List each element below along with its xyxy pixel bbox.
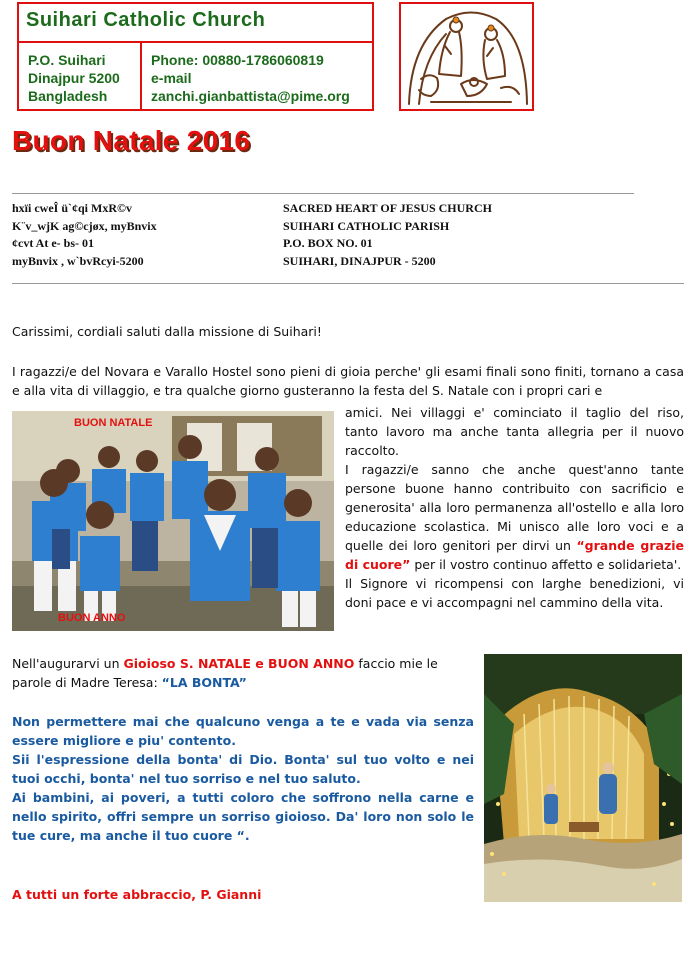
photo-caption-top: BUON NATALE — [74, 417, 153, 429]
letterhead-line: ¢cvt At e- bs- 01 — [12, 236, 94, 250]
letterhead-line: K¨v_wjK ag©cjøx, myBnvix — [12, 218, 157, 233]
letterhead-rule-bottom — [12, 283, 684, 284]
greeting: Carissimi, cordiali saluti dalla missione di Suihari! — [12, 324, 322, 339]
quote-line: Sii l'espressione della bonta' di Dio. Bonta' sul tuo volto e nei tuoi occhi, bonta' nel tuo sorriso e nel tuo saluto. — [12, 752, 474, 786]
address-line: Dinajpur 5200 — [28, 70, 120, 86]
wish-highlight: Gioioso S. NATALE e BUON ANNO — [123, 656, 355, 671]
letterhead-line: myBnvix , w`bvRcyi-5200 — [12, 253, 144, 268]
address-line: P.O. Suihari — [28, 52, 106, 68]
email-address[interactable]: zanchi.gianbattista@pime.org — [151, 88, 350, 104]
letterhead-line: SUIHARI CATHOLIC PARISH — [283, 218, 450, 233]
email-label: e-mail — [151, 70, 192, 86]
header-divider — [17, 41, 374, 43]
signoff: A tutti un forte abbraccio, P. Gianni — [12, 887, 262, 902]
letterhead-line: hxïi cweÎ ü`¢qi MxR©v — [12, 201, 132, 215]
header-column-divider — [140, 41, 142, 111]
address-block — [28, 51, 120, 105]
letterhead-line: P.O. BOX NO. 01 — [283, 236, 373, 250]
nativity-logo — [399, 2, 534, 111]
mother-teresa-quote — [12, 712, 474, 845]
children-photo — [12, 411, 334, 631]
thanks-text-end: per il vostro continuo affetto e solidarieta'. — [414, 557, 682, 572]
letterhead-rule-top — [12, 193, 634, 194]
quote-title: “LA BONTA” — [161, 675, 247, 690]
phone-number: Phone: 00880-1786060819 — [151, 52, 324, 68]
quote-line: Non permettere mai che qualcuno venga a te e vada via senza essere migliore e piu' contento. — [12, 714, 474, 748]
wish-paragraph — [12, 654, 474, 692]
paragraph-intro: I ragazzi/e del Novara e Varallo Hostel sono pieni di gioia perche' gli esami finali sono finiti, tornano a casa e alla vita di villaggio, e tra qualche giorno gusteranno la festa del S. Natale con i propri cari e — [12, 364, 684, 398]
letterhead-line: SUIHARI, DINAJPUR - 5200 — [283, 253, 436, 268]
letterhead-bengali — [12, 200, 157, 270]
photo-caption-bottom: BUON ANNO — [58, 612, 126, 624]
paragraph-thanks — [345, 460, 684, 574]
grazie-highlight: “grande grazie di cuore” — [345, 538, 684, 572]
paragraph-harvest: amici. Nei villaggi e' cominciato il taglio del riso, tanto lavoro ma anche tanta allegria per il nuovo raccolto. — [345, 405, 684, 458]
address-line: Bangladesh — [28, 88, 108, 104]
letterhead-english — [283, 200, 492, 270]
wish-text: Nell'augurarvi un — [12, 656, 120, 671]
nativity-crib-photo — [484, 654, 682, 902]
page-title: Buon Natale 2016 — [12, 125, 251, 156]
wish-text-cont: faccio mie le parole di Madre Teresa: — [12, 656, 438, 690]
letterhead-line: SACRED HEART OF JESUS CHURCH — [283, 201, 492, 215]
contact-block — [151, 51, 350, 105]
thanks-text: I ragazzi/e sanno che anche quest'anno tante persone buone hanno contribuito con sacrificio e generosita' alla loro permanenza all'ostello e alla loro educazione scolastica. Mi unisco alle loro voci e a quelle dei loro genitori per dirvi un — [345, 462, 684, 553]
paragraph-continuation — [345, 403, 684, 612]
nativity-drawing-icon — [401, 4, 532, 109]
quote-line: Ai bambini, ai poveri, a tutti coloro che soffrono nella carne e nello spirito, offri sempre un sorriso gioioso. Da' loro non solo le tue cure, ma anche il tuo cuore “. — [12, 790, 474, 843]
church-name: Suihari Catholic Church — [26, 9, 266, 31]
paragraph-blessing: Il Signore vi ricompensi con larghe benedizioni, vi doni pace e vi accompagni nel cammino della vita. — [345, 576, 684, 610]
